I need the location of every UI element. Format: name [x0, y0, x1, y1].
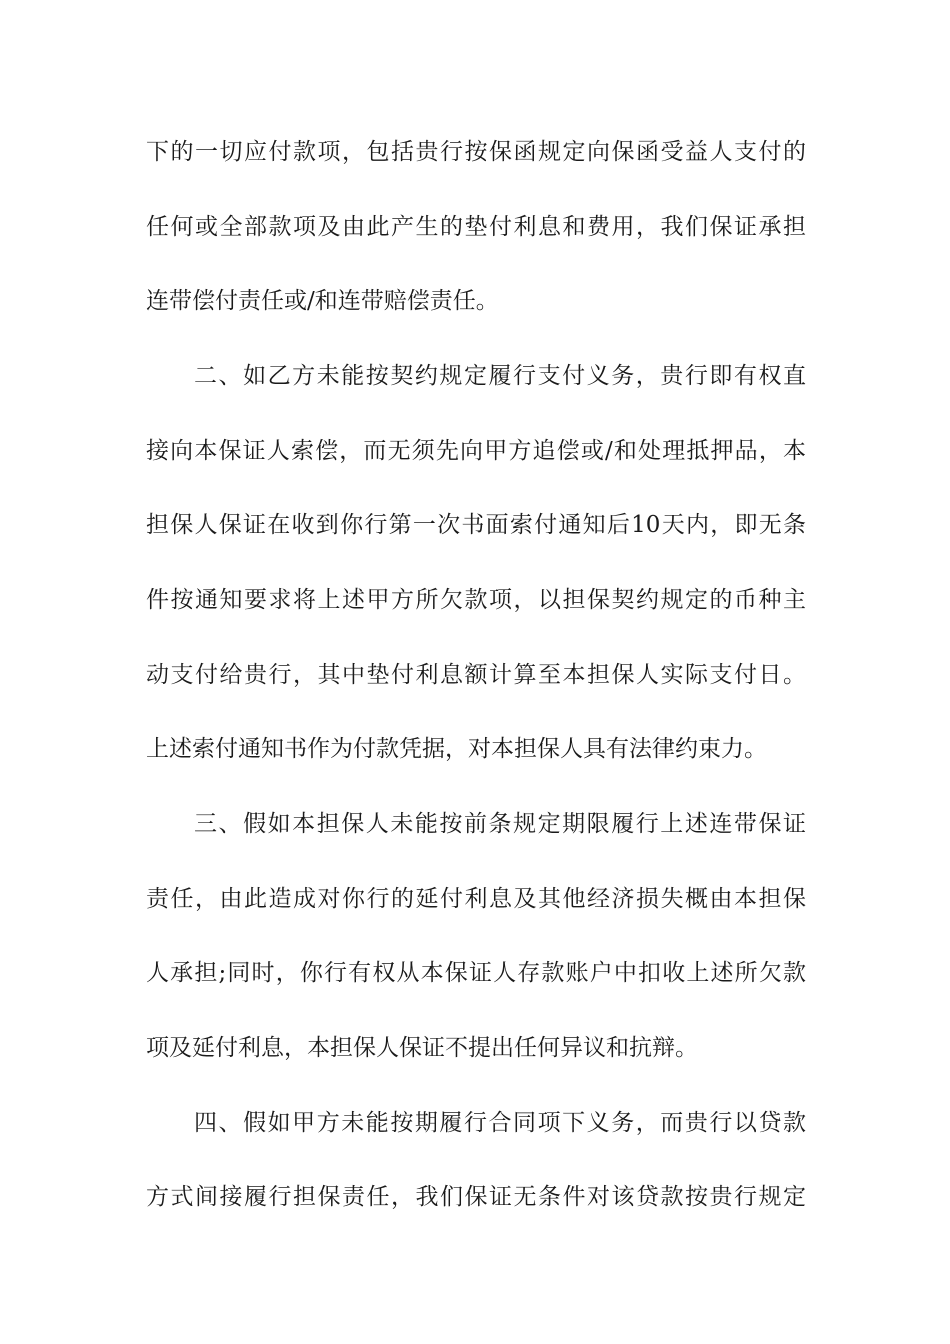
text-line: 动支付给贵行，其中垫付利息额计算至本担保人实际支付日。	[146, 662, 806, 688]
paragraph-start-line: 二、如乙方未能按契约规定履行支付义务，贵行即有权直	[194, 363, 806, 389]
paragraph-start-line: 三、假如本担保人未能按前条规定期限履行上述连带保证	[194, 811, 806, 837]
paragraph-start-line: 四、假如甲方未能按期履行合同项下义务，而贵行以贷款	[194, 1110, 806, 1136]
text-line: 担保人保证在收到你行第一次书面索付通知后10天内，即无条	[146, 512, 806, 538]
text-line: 任何或全部款项及由此产生的垫付利息和费用，我们保证承担	[146, 214, 806, 240]
text-line: 件按通知要求将上述甲方所欠款项，以担保契约规定的币种主	[146, 587, 806, 613]
text-line: 上述索付通知书作为付款凭据，对本担保人具有法律约束力。	[146, 736, 767, 762]
text-line: 项及延付利息，本担保人保证不提出任何异议和抗辩。	[146, 1035, 698, 1061]
text-line: 责任，由此造成对你行的延付利息及其他经济损失概由本担保	[146, 886, 806, 912]
text-line: 连带偿付责任或/和连带赔偿责任。	[146, 288, 499, 314]
text-line: 方式间接履行担保责任，我们保证无条件对该贷款按贵行规定	[146, 1184, 806, 1210]
text-line: 下的一切应付款项，包括贵行按保函规定向保函受益人支付的	[146, 139, 806, 165]
text-line: 接向本保证人索偿，而无须先向甲方追偿或/和处理抵押品，本	[146, 438, 806, 464]
text-line: 人承担;同时，你行有权从本保证人存款账户中扣收上述所欠款	[146, 960, 806, 986]
